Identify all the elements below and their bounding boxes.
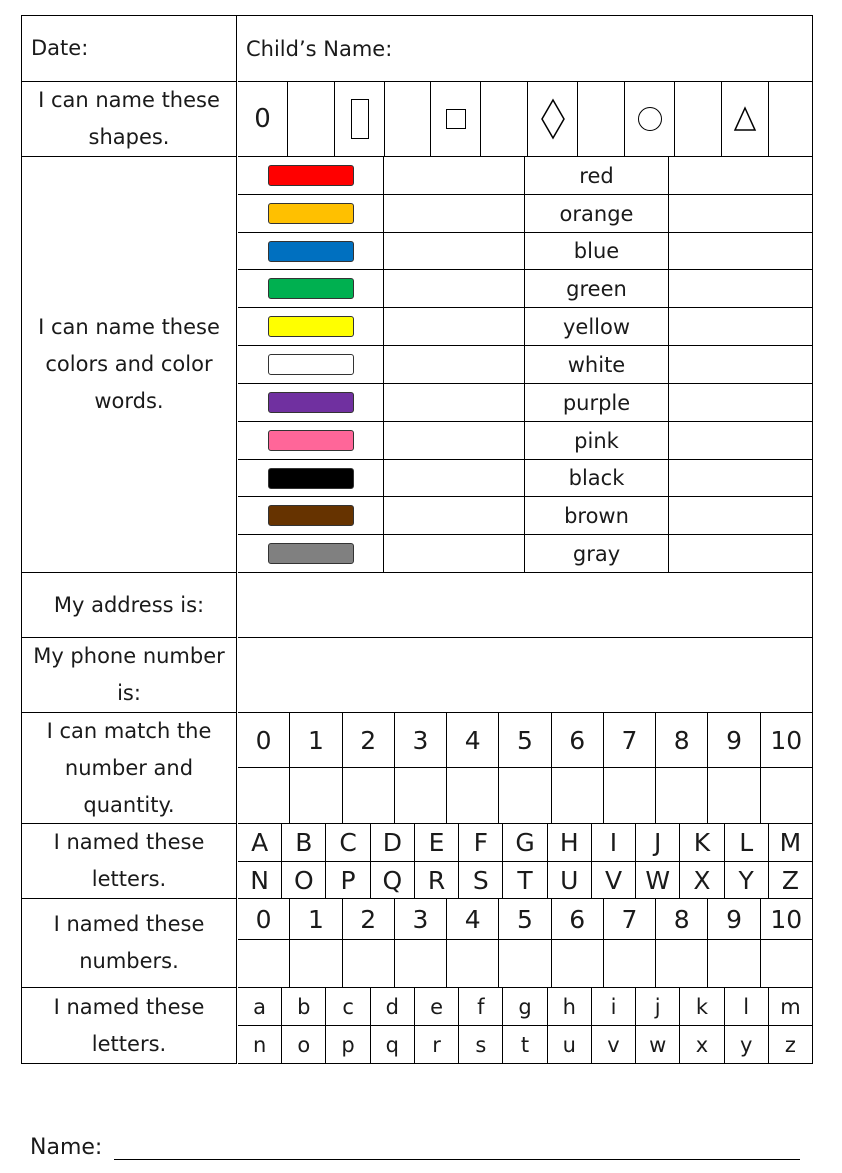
color-word-cell (525, 308, 669, 346)
quantity-answer-cell[interactable] (708, 768, 760, 824)
lowercase-letter-cell: g (503, 988, 547, 1026)
lowercase-letter-cell: k (680, 988, 724, 1026)
color-swatch (268, 430, 354, 451)
color-swatch (268, 241, 354, 262)
triangle-icon (733, 106, 757, 132)
color-answer-cell[interactable] (669, 157, 813, 195)
color-answer-cell[interactable] (669, 497, 813, 535)
quantity-answer-cell[interactable] (761, 768, 813, 824)
color-answer-cell[interactable] (384, 157, 525, 195)
match-number-cell: 7 (604, 713, 656, 768)
shapes-label: I can name these shapes. (22, 82, 237, 157)
number-answer-cell[interactable] (761, 940, 813, 988)
named-number-cell: 4 (447, 899, 499, 940)
named-number-cell: 6 (552, 899, 604, 940)
named-number-cell: 10 (761, 899, 813, 940)
named-number-cell: 0 (238, 899, 290, 940)
color-answer-cell[interactable] (669, 535, 813, 573)
footer-name-label: Name: (30, 1135, 103, 1160)
quantity-answer-cell[interactable] (552, 768, 604, 824)
upper-letters-section (22, 824, 813, 899)
phone-answer-box[interactable] (238, 638, 813, 713)
color-word-cell (525, 233, 669, 270)
number-answer-cell[interactable] (708, 940, 760, 988)
color-swatch-cell (238, 270, 384, 308)
phone-row (22, 638, 813, 713)
color-word-cell (525, 157, 669, 195)
color-word: orange (559, 201, 634, 226)
lowercase-letter-cell: e (415, 988, 459, 1026)
child-name-label: Child’s Name: (238, 16, 813, 82)
lowercase-letter-cell: d (371, 988, 415, 1026)
color-word-cell (525, 535, 669, 573)
lowercase-letter-cell: b (282, 988, 326, 1026)
shape-cell (335, 82, 385, 157)
number-answer-cell[interactable] (656, 940, 708, 988)
color-answer-cell[interactable] (384, 233, 525, 270)
color-swatch (268, 392, 354, 413)
match-number-cell: 8 (656, 713, 708, 768)
colors-label: I can name these colors and color words. (22, 157, 237, 573)
match-number-cell: 0 (238, 713, 290, 768)
color-answer-cell[interactable] (384, 270, 525, 308)
color-word: green (566, 276, 627, 301)
shape-answer-cell[interactable] (288, 82, 335, 157)
assessment-sheet (21, 15, 813, 1064)
lowercase-letter-cell: v (592, 1026, 636, 1064)
color-word-cell (525, 497, 669, 535)
footer-name (30, 1120, 820, 1160)
color-swatch-cell (238, 195, 384, 233)
color-answer-cell[interactable] (669, 460, 813, 497)
uppercase-letter-cell: T (503, 862, 547, 899)
color-swatch-cell (238, 346, 384, 384)
uppercase-letter-cell: L (725, 824, 769, 862)
color-answer-cell[interactable] (669, 270, 813, 308)
lowercase-letter-cell: p (326, 1026, 370, 1064)
uppercase-letter-cell: G (503, 824, 547, 862)
lowercase-letter-cell: c (326, 988, 370, 1026)
color-answer-cell[interactable] (384, 460, 525, 497)
match-number-cell: 3 (395, 713, 447, 768)
uppercase-letter-cell: O (282, 862, 326, 899)
uppercase-letter-cell: R (415, 862, 459, 899)
lowercase-letter-cell: t (503, 1026, 547, 1064)
color-swatch (268, 278, 354, 299)
lowercase-letter-cell: o (282, 1026, 326, 1064)
match-number-cell: 2 (343, 713, 395, 768)
shape-answer-cell[interactable] (481, 82, 528, 157)
uppercase-letter-cell: C (326, 824, 370, 862)
lowercase-letter-cell: l (725, 988, 769, 1026)
header-row (22, 16, 813, 82)
lowercase-letter-cell: i (592, 988, 636, 1026)
uppercase-letter-cell: W (636, 862, 680, 899)
uppercase-letter-cell: B (282, 824, 326, 862)
color-answer-cell[interactable] (669, 233, 813, 270)
color-swatch-cell (238, 497, 384, 535)
color-swatch (268, 468, 354, 489)
shape-answer-cell[interactable] (578, 82, 625, 157)
number-answer-cell[interactable] (604, 940, 656, 988)
named-numbers-section (22, 899, 813, 988)
color-swatch (268, 165, 354, 186)
oval-icon: 0 (254, 104, 271, 134)
color-swatch-cell (238, 233, 384, 270)
color-answer-cell[interactable] (384, 422, 525, 460)
color-answer-cell[interactable] (384, 497, 525, 535)
uppercase-letter-cell: X (680, 862, 724, 899)
shape-cell (722, 82, 769, 157)
colors-section (22, 157, 813, 573)
diamond-icon (540, 98, 566, 140)
number-answer-cell[interactable] (499, 940, 551, 988)
color-swatch-cell (238, 422, 384, 460)
match-number-cell: 9 (708, 713, 760, 768)
color-word-cell (525, 270, 669, 308)
color-swatch-cell (238, 460, 384, 497)
number-answer-cell[interactable] (395, 940, 447, 988)
lowercase-letter-cell: r (415, 1026, 459, 1064)
uppercase-letter-cell: M (769, 824, 813, 862)
color-word: red (579, 163, 614, 188)
shape-cell (238, 82, 288, 157)
shape-cell (431, 82, 481, 157)
color-word: yellow (562, 314, 631, 339)
uppercase-letter-cell: A (238, 824, 282, 862)
color-answer-cell[interactable] (384, 308, 525, 346)
name-write-line[interactable] (114, 1129, 800, 1160)
color-word: brown (564, 503, 629, 528)
lowercase-letter-cell: x (680, 1026, 724, 1064)
lowercase-letter-cell: n (238, 1026, 282, 1064)
uppercase-letter-cell: Q (371, 862, 415, 899)
lowercase-letter-cell: m (769, 988, 813, 1026)
uppercase-letter-cell: Z (769, 862, 813, 899)
color-swatch (268, 354, 354, 375)
match-section (22, 713, 813, 824)
rectangle-icon (351, 99, 369, 139)
uppercase-letter-cell: V (592, 862, 636, 899)
number-answer-cell[interactable] (552, 940, 604, 988)
color-word: pink (574, 428, 619, 453)
shapes-row (22, 82, 813, 157)
quantity-answer-cell[interactable] (290, 768, 342, 824)
square-icon (446, 109, 466, 129)
color-word: purple (562, 390, 631, 415)
quantity-answer-cell[interactable] (343, 768, 395, 824)
color-swatch-cell (238, 308, 384, 346)
named-number-cell: 7 (604, 899, 656, 940)
uppercase-letter-cell: K (680, 824, 724, 862)
lowercase-letter-cell: f (459, 988, 503, 1026)
number-answer-cell[interactable] (447, 940, 499, 988)
shape-answer-cell[interactable] (385, 82, 431, 157)
match-label: I can match the number and quantity. (22, 713, 237, 824)
color-word-cell (525, 346, 669, 384)
color-word-cell (525, 195, 669, 233)
uppercase-letter-cell: Y (725, 862, 769, 899)
uppercase-letter-cell: S (459, 862, 503, 899)
color-answer-cell[interactable] (669, 195, 813, 233)
quantity-answer-cell[interactable] (238, 768, 290, 824)
uppercase-letter-cell: N (238, 862, 282, 899)
uppercase-letter-cell: U (548, 862, 592, 899)
lowercase-letter-cell: a (238, 988, 282, 1026)
match-number-cell: 6 (552, 713, 604, 768)
number-answer-cell[interactable] (238, 940, 290, 988)
lowercase-letter-cell: h (548, 988, 592, 1026)
named-numbers-label: I named these numbers. (22, 899, 237, 988)
address-answer-box[interactable] (238, 573, 813, 638)
match-number-cell: 4 (447, 713, 499, 768)
color-word-cell (525, 422, 669, 460)
named-number-cell: 9 (708, 899, 760, 940)
phone-label: My phone number is: (22, 638, 237, 713)
color-answer-cell[interactable] (384, 535, 525, 573)
uppercase-letter-cell: J (636, 824, 680, 862)
named-number-cell: 2 (343, 899, 395, 940)
lowercase-letter-cell: q (371, 1026, 415, 1064)
shape-answer-cell[interactable] (769, 82, 813, 157)
color-answer-cell[interactable] (669, 346, 813, 384)
uppercase-letter-cell: I (592, 824, 636, 862)
lowercase-letter-cell: j (636, 988, 680, 1026)
quantity-answer-cell[interactable] (656, 768, 708, 824)
color-swatch (268, 505, 354, 526)
shape-answer-cell[interactable] (675, 82, 722, 157)
uppercase-letter-cell: E (415, 824, 459, 862)
lowercase-letter-cell: y (725, 1026, 769, 1064)
color-word: white (567, 352, 626, 377)
number-answer-cell[interactable] (343, 940, 395, 988)
quantity-answer-cell[interactable] (499, 768, 551, 824)
match-number-cell: 1 (290, 713, 342, 768)
color-swatch-cell (238, 157, 384, 195)
uppercase-letter-cell: F (459, 824, 503, 862)
color-swatch-cell (238, 535, 384, 573)
color-swatch (268, 316, 354, 337)
date-label: Date: (22, 16, 237, 82)
quantity-answer-cell[interactable] (447, 768, 499, 824)
uppercase-letter-cell: H (548, 824, 592, 862)
shape-cell (625, 82, 675, 157)
named-number-cell: 8 (656, 899, 708, 940)
color-word-cell (525, 460, 669, 497)
uppercase-letter-cell: D (371, 824, 415, 862)
quantity-answer-cell[interactable] (395, 768, 447, 824)
match-number-cell: 5 (499, 713, 551, 768)
lower-letters-section (22, 988, 813, 1064)
shape-cell (528, 82, 578, 157)
lowercase-letter-cell: z (769, 1026, 813, 1064)
upper-letters-label: I named these letters. (22, 824, 237, 899)
circle-icon (638, 107, 662, 131)
address-label: My address is: (22, 573, 237, 638)
color-answer-cell[interactable] (669, 384, 813, 422)
color-word: black (568, 466, 625, 490)
color-answer-cell[interactable] (384, 346, 525, 384)
uppercase-letter-cell: P (326, 862, 370, 899)
color-answer-cell[interactable] (669, 422, 813, 460)
number-answer-cell[interactable] (290, 940, 342, 988)
color-answer-cell[interactable] (384, 384, 525, 422)
lowercase-letter-cell: w (636, 1026, 680, 1064)
named-number-cell: 3 (395, 899, 447, 940)
named-number-cell: 5 (499, 899, 551, 940)
quantity-answer-cell[interactable] (604, 768, 656, 824)
lower-letters-label: I named these letters. (22, 988, 237, 1064)
color-word: blue (573, 239, 620, 263)
address-row (22, 573, 813, 638)
color-word-cell (525, 384, 669, 422)
match-number-cell: 10 (761, 713, 813, 768)
color-swatch (268, 543, 354, 564)
color-swatch-cell (238, 384, 384, 422)
color-answer-cell[interactable] (669, 308, 813, 346)
lowercase-letter-cell: s (459, 1026, 503, 1064)
color-answer-cell[interactable] (384, 195, 525, 233)
color-swatch (268, 203, 354, 224)
color-word: gray (572, 541, 621, 566)
named-number-cell: 1 (290, 899, 342, 940)
lowercase-letter-cell: u (548, 1026, 592, 1064)
